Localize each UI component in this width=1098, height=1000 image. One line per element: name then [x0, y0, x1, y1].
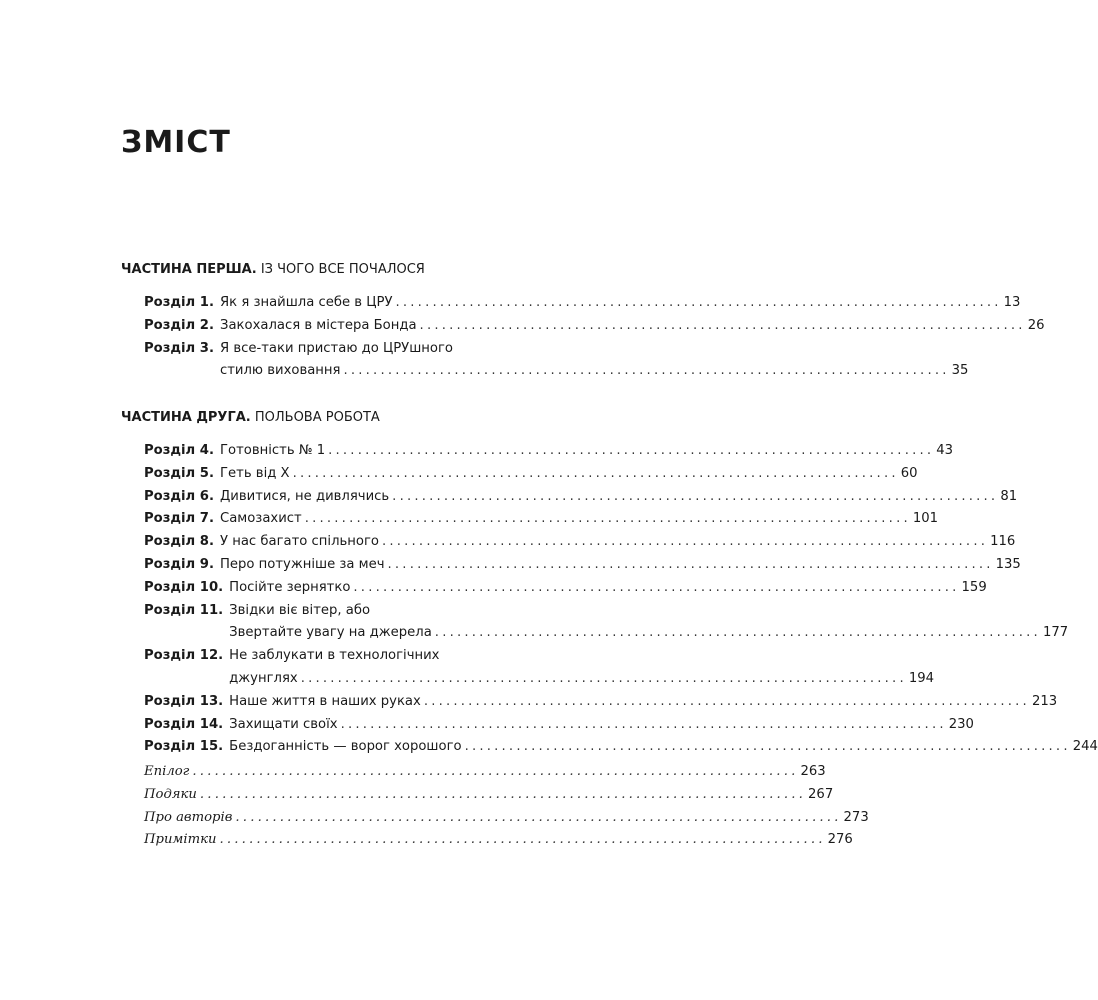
toc-entry-about-authors[interactable]: [144, 807, 869, 830]
chapter-title: Дивитися, не дивлячись: [220, 488, 390, 504]
chapter-label: Розділ 10.: [144, 579, 224, 595]
toc-entry-notes[interactable]: [144, 829, 853, 852]
dot-leader: ..................................................................................: [235, 809, 842, 825]
toc-entry[interactable]: [144, 508, 939, 531]
chapter-title: Звертайте увагу на джерела: [229, 625, 432, 641]
chapter-label: Розділ 1.: [144, 295, 214, 310]
toc-entry[interactable]: [144, 645, 935, 691]
page-number: 267: [808, 786, 834, 802]
page-title: ЗМІСТ: [121, 125, 231, 160]
dot-leader: ..................................................................................: [340, 716, 947, 732]
toc-entry[interactable]: [144, 315, 1045, 338]
dot-leader: ..................................................................................: [199, 786, 807, 802]
dot-leader: ..................................................................................: [381, 534, 989, 550]
chapter-label: Розділ 4.: [144, 443, 214, 458]
chapter-title: Геть від Х: [220, 465, 290, 481]
chapter-title: Перо потужніше за меч: [220, 556, 385, 572]
page-number: 213: [1031, 693, 1058, 709]
page-number: 101: [912, 511, 939, 527]
page-number: 81: [1000, 488, 1018, 504]
dot-leader: ..................................................................................: [353, 579, 960, 595]
chapter-title: Самозахист: [220, 511, 302, 527]
part-label: ЧАСТИНА ДРУГА.: [121, 410, 251, 425]
chapter-title: У нас багато спільного: [220, 534, 379, 550]
dot-leader: ..................................................................................: [392, 488, 999, 504]
chapter-label: Розділ 14.: [144, 716, 224, 732]
page-number: 230: [948, 716, 974, 732]
page-number: 35: [951, 363, 969, 379]
page-number: 43: [936, 443, 954, 458]
part-name: ПОЛЬОВА РОБОТА: [254, 410, 380, 425]
toc-entry[interactable]: [144, 440, 954, 463]
part-heading: [121, 260, 573, 280]
dot-leader: ..................................................................................: [395, 295, 1002, 310]
back-matter-title: Про авторів: [144, 809, 233, 825]
toc-entry[interactable]: [144, 577, 987, 600]
part-two: [121, 408, 1098, 759]
dot-leader: ..................................................................................: [300, 670, 907, 686]
toc-entry[interactable]: [144, 554, 1021, 577]
back-matter-title: Примітки: [144, 832, 217, 848]
chapter-label: Розділ 3.: [144, 340, 214, 356]
chapter-title: Захищати своїх: [229, 716, 338, 732]
toc-entry[interactable]: [144, 338, 969, 384]
part-heading: [121, 408, 573, 428]
chapter-title: стилю виховання: [220, 363, 341, 379]
dot-leader: ..................................................................................: [192, 764, 799, 779]
chapter-label: Розділ 15.: [144, 739, 224, 755]
chapter-title: Посійте зернятко: [229, 579, 351, 595]
chapter-title: Наше життя в наших руках: [229, 693, 421, 709]
toc-entry-acknowledgements[interactable]: [144, 784, 834, 807]
page-number: 263: [800, 764, 826, 779]
toc-entry[interactable]: [144, 714, 974, 737]
chapter-title: Бездоганність — ворог хорошого: [229, 739, 462, 755]
dot-leader: ..................................................................................: [387, 556, 994, 572]
chapter-title: Закохалася в містера Бонда: [220, 317, 417, 333]
chapter-title-line1: Не заблукати в технологічних: [229, 648, 440, 664]
dot-leader: ..................................................................................: [423, 693, 1030, 709]
toc-entry[interactable]: [144, 736, 1098, 759]
page-number: 244: [1072, 739, 1098, 755]
back-matter: [144, 761, 869, 852]
toc-entry-epilogue[interactable]: [144, 761, 826, 784]
toc-entry[interactable]: [144, 486, 1018, 509]
chapter-label: Розділ 6.: [144, 488, 214, 504]
chapter-title-line1: Звідки віє вітер, або: [229, 602, 371, 618]
page-number: 116: [990, 534, 1016, 550]
chapter-label: Розділ 9.: [144, 556, 214, 572]
part-name: ІЗ ЧОГО ВСЕ ПОЧАЛОСЯ: [260, 262, 425, 277]
page-number: 135: [995, 556, 1021, 572]
chapter-title-line1: Я все-таки пристаю до ЦРУшного: [220, 340, 453, 356]
page-number: 60: [900, 465, 918, 481]
chapter-label: Розділ 2.: [144, 317, 214, 333]
chapter-label: Розділ 11.: [144, 602, 224, 618]
dot-leader: ..................................................................................: [304, 511, 911, 527]
toc-entry[interactable]: [144, 463, 918, 486]
chapter-title: джунглях: [229, 670, 298, 686]
toc-entry[interactable]: [144, 600, 1069, 646]
back-matter-title: Подяки: [144, 786, 197, 802]
chapter-title: Як я знайшла себе в ЦРУ: [220, 295, 393, 310]
dot-leader: ..................................................................................: [419, 317, 1026, 333]
dot-leader: ..................................................................................: [343, 363, 950, 379]
dot-leader: ..................................................................................: [219, 832, 826, 848]
toc-entry[interactable]: [144, 691, 1058, 714]
dot-leader: ..................................................................................: [464, 739, 1071, 755]
chapter-label: Розділ 13.: [144, 693, 224, 709]
page-number: 159: [961, 579, 987, 595]
part-one: [121, 260, 1045, 383]
page-number: 177: [1042, 625, 1069, 641]
page-number: 276: [827, 832, 853, 848]
dot-leader: ..................................................................................: [328, 443, 935, 458]
page-number: 13: [1003, 295, 1021, 310]
page-number: 194: [908, 670, 935, 686]
part-label: ЧАСТИНА ПЕРША.: [121, 262, 257, 277]
chapter-label: Розділ 8.: [144, 534, 214, 550]
dot-leader: ..................................................................................: [434, 625, 1041, 641]
chapter-list: [121, 440, 1098, 759]
dot-leader: ..................................................................................: [292, 465, 899, 481]
page-number: 26: [1027, 317, 1045, 333]
chapter-label: Розділ 5.: [144, 465, 214, 481]
back-matter-title: Епілог: [144, 764, 190, 779]
chapter-list: [121, 292, 1045, 383]
toc-entry[interactable]: [144, 292, 1021, 315]
chapter-label: Розділ 12.: [144, 648, 224, 664]
chapter-label: Розділ 7.: [144, 511, 214, 527]
toc-entry[interactable]: [144, 531, 1016, 554]
chapter-title: Готовність № 1: [220, 443, 326, 458]
page-number: 273: [843, 809, 869, 825]
